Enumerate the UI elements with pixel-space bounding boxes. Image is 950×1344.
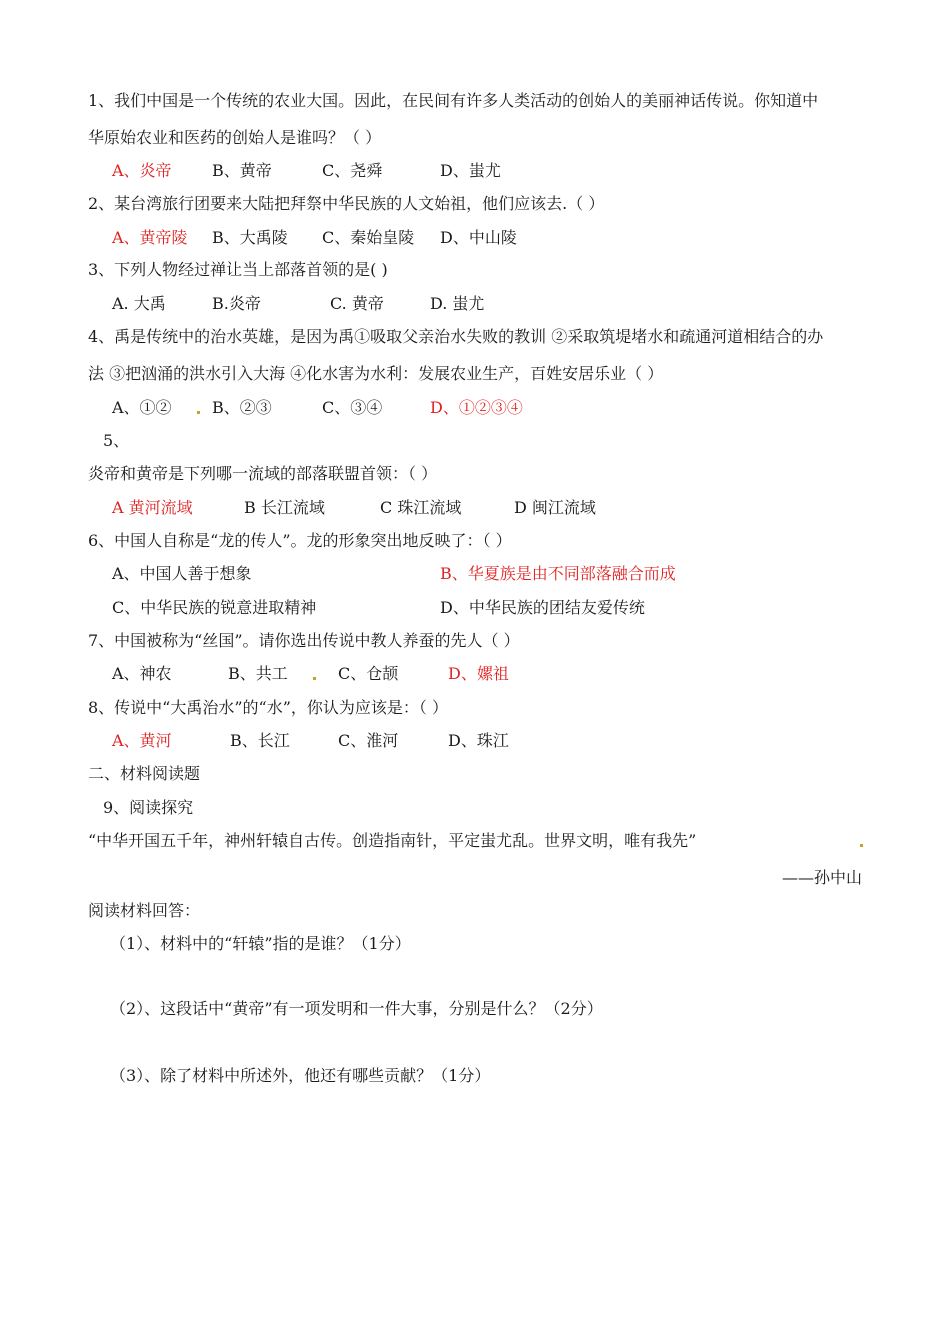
q4-stem-line1: 4、禹是传统中的治水英雄，是因为禹①吸取父亲治水失败的教训 ②采取筑堤堵水和疏通河道相结合的办 [88,327,824,346]
q4-option-b: B、②③ [212,398,272,417]
q3-option-a: A. 大禹 [112,294,166,313]
sub-question-1: （1）、材料中的“轩辕”指的是谁？（1分） [110,934,411,953]
q4-stem-line2: 法 ③把汹涌的洪水引入大海 ④化水害为水利：发展农业生产，百姓安居乐业（ ） [88,364,664,383]
q2-option-c: C、秦始皇陵 [322,228,415,247]
q6-option-c: C、中华民族的锐意进取精神 [112,598,317,617]
q5-option-b: B 长江流域 [244,498,325,517]
q1-option-a: A、炎帝 [112,161,172,180]
sub-question-2: （2）、这段话中“黄帝”有一项发明和一件大事，分别是什么？（2分） [110,999,603,1018]
q2-stem: 2、某台湾旅行团要来大陆把拜祭中华民族的人文始祖，他们应该去.（ ） [88,194,605,213]
q8-option-c: C、淮河 [338,731,399,750]
q8-stem: 8、传说中“大禹治水”的“水”，你认为应该是：（ ） [88,698,448,717]
q8-option-d: D、珠江 [448,731,509,750]
q8-option-a: A、黄河 [112,731,172,750]
q7-stem: 7、中国被称为“丝国”。请你选出传说中教人养蚕的先人（ ） [88,631,520,650]
q4-option-a: A、①② [112,398,172,417]
q5-option-d: D 闽江流域 [514,498,596,517]
q5-number: 5、 [103,431,130,450]
q5-option-c: C 珠江流域 [380,498,462,517]
q1-option-c: C、尧舜 [322,161,383,180]
q6-stem: 6、中国人自称是“龙的传人”。龙的形象突出地反映了：（ ） [88,531,512,550]
q1-stem-line1: 1、我们中国是一个传统的农业大国。因此，在民间有许多人类活动的创始人的美丽神话传说。你知道中 [88,91,819,110]
q6-option-a: A、中国人善于想象 [112,564,252,583]
q5-option-a: A 黄河流域 [112,498,193,517]
stray-dot [860,844,863,847]
q7-option-a: A、神农 [112,664,172,683]
reading-prompt: 阅读材料回答： [88,901,201,920]
q2-option-d: D、中山陵 [440,228,517,247]
q1-stem-line2: 华原始农业和医药的创始人是谁吗？（ ） [88,128,382,147]
q6-option-d: D、中华民族的团结友爱传统 [440,598,645,617]
q9-title: 9、阅读探究 [103,798,194,817]
quote-author: ——孙中山 [781,868,862,887]
q4-option-c: C、③④ [322,398,383,417]
q3-option-d: D. 蚩尤 [430,294,485,313]
q3-stem: 3、下列人物经过禅让当上部落首领的是( ) [88,260,388,279]
q7-option-d: D、嫘祖 [448,664,509,683]
stray-dot [197,411,200,414]
q3-option-b: B.炎帝 [212,294,261,313]
quote-text: “中华开国五千年，神州轩辕自古传。创造指南针，平定蚩尤乱。世界文明，唯有我先” [88,831,697,850]
q3-option-c: C. 黄帝 [330,294,384,313]
q5-stem: 炎帝和黄帝是下列哪一流域的部落联盟首领：（ ） [88,464,438,483]
stray-dot [313,677,316,680]
sub-question-3: （3）、除了材料中所述外，他还有哪些贡献？（1分） [110,1066,491,1085]
section-title: 二、材料阅读题 [88,764,201,783]
q1-option-d: D、蚩尤 [440,161,501,180]
q1-option-b: B、黄帝 [212,161,272,180]
q7-option-c: C、仓颉 [338,664,399,683]
q6-option-b: B、华夏族是由不同部落融合而成 [440,564,676,583]
q2-option-a: A、黄帝陵 [112,228,188,247]
q7-option-b: B、共工 [228,664,288,683]
q2-option-b: B、大禹陵 [212,228,288,247]
q4-option-d: D、①②③④ [430,398,523,417]
q8-option-b: B、长江 [230,731,290,750]
